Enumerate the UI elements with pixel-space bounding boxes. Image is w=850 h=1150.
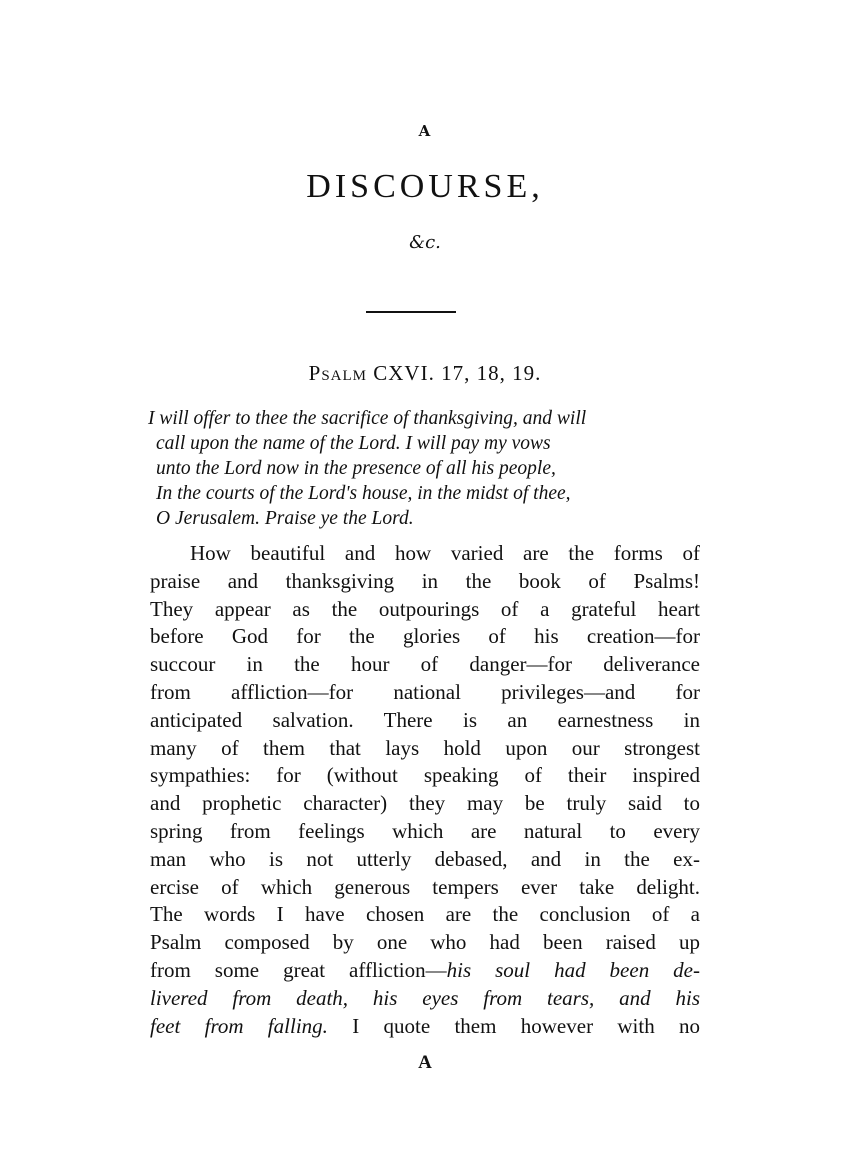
body-line: [150, 1013, 700, 1041]
body-line: spring from feelings which are natural to every: [150, 818, 700, 843]
title-rule: [366, 311, 456, 313]
quoted-text: livered from death, his eyes from tears, and his: [150, 985, 700, 1010]
body-paragraph: [150, 540, 700, 1040]
psalm-word: Psalm: [308, 361, 367, 385]
body-line: man who is not utterly debased, and in the ex-: [150, 846, 700, 871]
epigraph-verse: [148, 406, 708, 531]
psalm-reference: [0, 361, 850, 386]
body-line: from affliction—for national privileges—and for: [150, 679, 700, 704]
body-line: anticipated salvation. There is an earnestness in: [150, 707, 700, 732]
body-line: before God for the glories of his creation—for: [150, 624, 700, 649]
body-line: They appear as the outpourings of a grateful heart: [150, 596, 700, 621]
page-title: DISCOURSE,: [306, 168, 544, 205]
body-line: [150, 985, 700, 1013]
verse-line: O Jerusalem. Praise ye the Lord.: [156, 508, 414, 529]
body-line: sympathies: for (without speaking of their inspired: [150, 763, 700, 788]
quoted-text: his soul had been de-: [446, 957, 700, 982]
body-line: and prophetic character) they may be truly said to: [150, 791, 700, 816]
verse-line: call upon the name of the Lord. I will pay my vows: [156, 433, 551, 454]
body-line: The words I have chosen are the conclusion of a: [150, 902, 700, 927]
body-text: from some great affliction—: [150, 957, 447, 982]
signature-mark: A: [418, 1052, 432, 1073]
verse-line: In the courts of the Lord's house, in the midst of thee,: [156, 483, 571, 504]
body-line: many of them that lays hold upon our strongest: [150, 735, 700, 760]
title-etc: &c.: [409, 232, 441, 253]
title-article: A: [418, 122, 432, 140]
body-line: ercise of which generous tempers ever take delight.: [150, 874, 700, 899]
body-line: How beautiful and how varied are the forms of: [190, 541, 700, 565]
body-line: praise and thanksgiving in the book of Psalms!: [150, 568, 700, 593]
psalm-citation: CXVI. 17, 18, 19.: [373, 361, 542, 385]
body-text: I quote them however with no: [327, 1013, 700, 1038]
verse-line: unto the Lord now in the presence of all his people,: [156, 458, 556, 479]
body-line: Psalm composed by one who had been raised up: [150, 930, 700, 955]
body-line: succour in the hour of danger—for deliverance: [150, 652, 700, 677]
quoted-text: feet from falling.: [150, 1013, 328, 1038]
verse-line: I will offer to thee the sacrifice of thanksgiving, and will: [148, 408, 587, 429]
body-line: [150, 957, 700, 985]
